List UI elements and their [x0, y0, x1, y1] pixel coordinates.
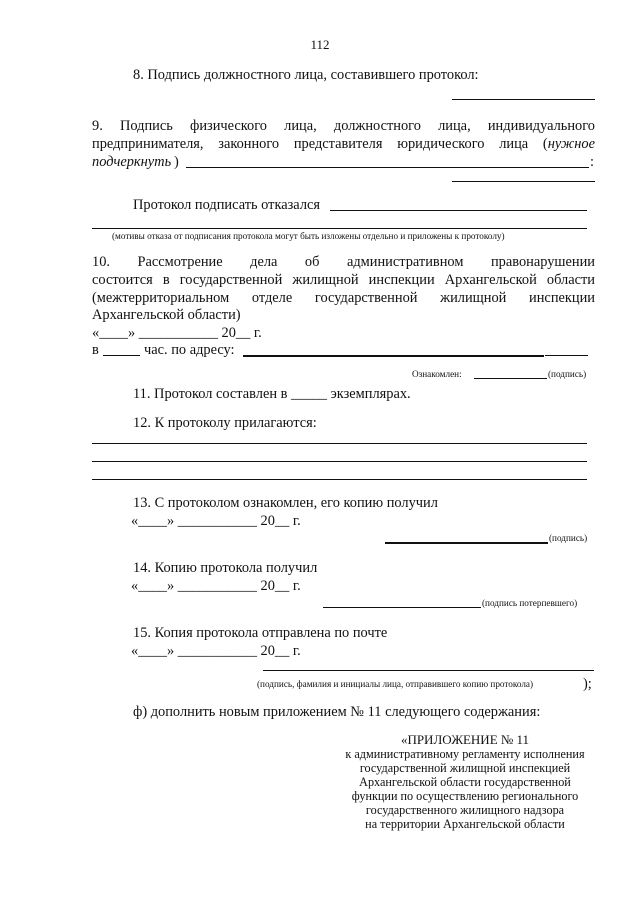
item13-signature: (подпись) [549, 533, 588, 543]
item10-line2: состоится в государственной жилищной инспекции Архангельской области [92, 272, 595, 288]
item9-line2 [92, 135, 595, 153]
item9-line3-italic: подчеркнуть [92, 154, 172, 170]
refusal-note: (мотивы отказа от подписания протокола могут быть изложены отдельно и приложены к протоколу) [112, 231, 505, 241]
item13-text: 13. С протоколом ознакомлен, его копию получил [133, 495, 438, 511]
item10-address-line-bold [243, 355, 544, 357]
item15-date-line: «____» ___________ 20__ г. [131, 643, 301, 659]
appendix-line-2: государственной жилищной инспекцией [359, 761, 571, 775]
item15-signature-line [263, 670, 594, 671]
item15-signature: (подпись, фамилия и инициалы лица, отправившего копию протокола) [257, 679, 534, 689]
item10-time-line [103, 355, 140, 356]
item15-text: 15. Копия протокола отправлена по почте [133, 625, 388, 641]
item11-text: 11. Протокол составлен в _____ экземплярах. [133, 386, 411, 402]
item10-signature-line [474, 378, 547, 379]
item14-date-line: «____» ___________ 20__ г. [131, 578, 301, 594]
refusal-label: Протокол подписать отказался [133, 197, 321, 213]
item9-line2-text: предпринимателя, законного представителя юридического лица ( [92, 136, 548, 152]
item10-acquainted: Ознакомлен: [412, 369, 462, 379]
item12-text: 12. К протоколу прилагаются: [133, 415, 317, 431]
item14-signature-line [323, 607, 481, 608]
item13-signature-line [385, 542, 548, 544]
item9-line1: 9. Подпись физического лица, должностного лица, индивидуального [92, 118, 595, 134]
item13-date-line: «____» ___________ 20__ г. [131, 513, 301, 529]
item9-line3-end: : [590, 154, 594, 170]
item10-time-mid: час. по адресу: [144, 342, 235, 358]
item12-line-2 [92, 461, 587, 462]
appendix-line-5: государственного жилищного надзора [365, 803, 565, 817]
page-number: 112 [310, 37, 330, 52]
document-page: 112 8. Подпись должностного лица, составившего протокол: 9. Подпись физического лица, должностного лица, индивидуального предпринимателя, законного представителя юридического лица (нужное подчеркнуть ) : Протокол подписать отказался (мотивы отказа от подписания протокола могут быть изложены отдельно и приложены к протоколу) 10. Рассмотрение дела об административном правонарушении состоится в государственной жилищной инспекции Архангельской области (межтерриториальном отделе государственной жилищной инспекции Архангельской области) «____» ___________ 20__ г. в час. по адресу: Ознакомлен: (подпись) 11. Протокол составлен в _____ экземплярах. 12. К протоколу прилагаются: 13. С протоколом ознакомлен, его копию получил «____» ___________ 20__ г. (подпись) 14. Копию протокола получил «____» ___________ 20__ г. (подпись потерпевшего) 15. Копия протокола отправлена по почте «____» ___________ 20__ г. (подпись, фамилия и инициалы лица, отправившего копию протокола) ); ф) дополнить новым приложением № 11 следующего содержания: «ПРИЛОЖЕНИЕ № 11 к административному регламенту исполнения государственной жилищной инспекцией Архангельской области государственной функции по осуществлению регионального государственного жилищного надзора на территории Архангельской области [0, 0, 640, 905]
item10-signature: (подпись) [548, 369, 587, 379]
refusal-line-1 [330, 210, 587, 211]
item8-label: 8. Подпись должностного лица, составившего протокол: [133, 67, 479, 83]
item10-line1: 10. Рассмотрение дела об административном правонарушении [92, 254, 595, 270]
appendix-line-6: на территории Архангельской области [365, 817, 565, 831]
appendix-line-1: к административному регламенту исполнения [345, 747, 585, 761]
item10-address-line [545, 355, 588, 356]
appendix-line-3: Архангельской области государственной [359, 775, 571, 789]
amendment-text: ф) дополнить новым приложением № 11 следующего содержания: [133, 704, 541, 720]
item12-line-3 [92, 479, 587, 480]
item14-signature: (подпись потерпевшего) [482, 598, 578, 608]
item12-line-1 [92, 443, 587, 444]
item9-line2-italic: нужное [547, 136, 595, 152]
item15-signature-end: ); [583, 676, 592, 692]
item10-line3: (межтерриториальном отделе государственной жилищной инспекции [92, 290, 595, 306]
refusal-line-2 [92, 228, 587, 229]
appendix-line-4: функции по осуществлению регионального [351, 789, 579, 803]
item10-time-prefix: в [92, 342, 99, 358]
item10-date-line: «____» ___________ 20__ г. [92, 325, 262, 341]
item8-signature-line [452, 99, 595, 100]
item9-signature-line [452, 181, 595, 182]
appendix-line-0: «ПРИЛОЖЕНИЕ № 11 [400, 732, 530, 747]
item14-text: 14. Копию протокола получил [133, 560, 318, 576]
item10-line4: Архангельской области) [92, 307, 241, 323]
item9-name-line [186, 167, 589, 168]
